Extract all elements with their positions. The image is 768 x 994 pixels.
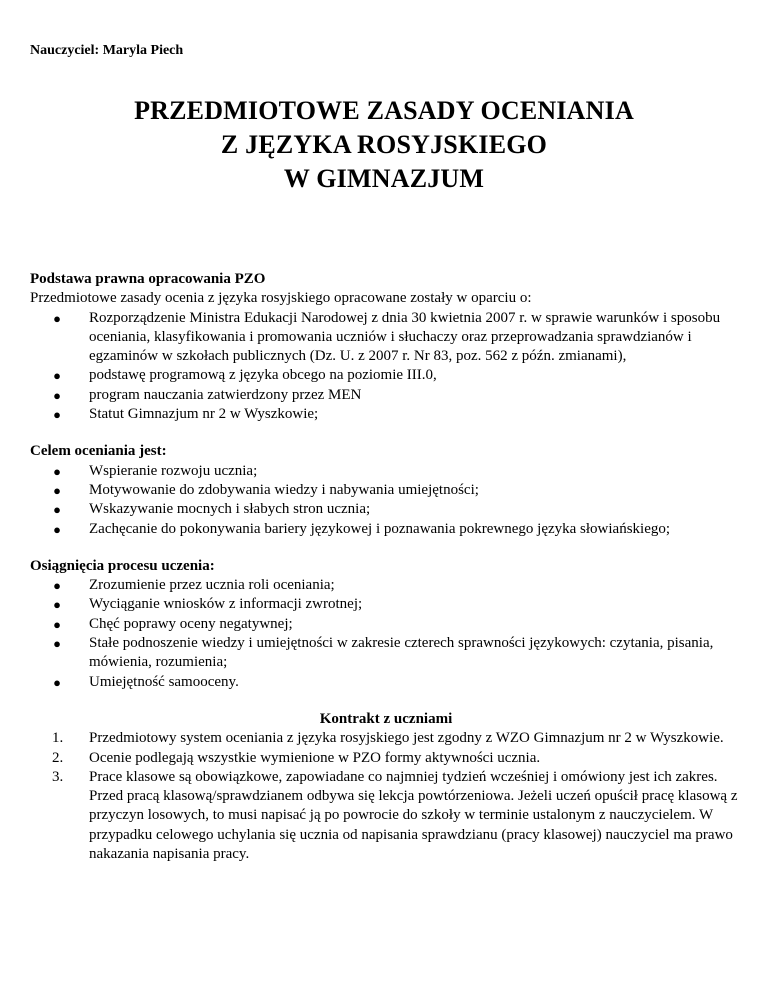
list-item [30,576,742,595]
title-line-2: Z JĘZYKA ROSYJSKIEGO [220,130,548,159]
list-item-text: Wyciąganie wniosków z informacji zwrotnej; [89,596,363,613]
list-item [30,520,742,539]
list-item-text: Prace klasowe są obowiązkowe, zapowiadane co najmniej tydzień wcześniej i omówiony jest ich zakres. Przed pracą klasową/sprawdzianem odbywa się lekcja powtórzeniowa. Jeżeli uczeń opuścił pracę klasową z przyczyn losowych, to musi napisać ją po powrocie do szkoły w terminie ustalonym z nauczycielem. W przypadku celowego uchylania się ucznia od napisania sprawdzianu (pracy klasowej) nauczyciel ma prawo nakazania napisania pracy. [89,768,738,863]
bullet-icon: ● [53,463,61,479]
list-item-text: Umiejętność samooceny. [89,673,239,690]
list-item-text: Przedmiotowy system oceniania z języka rosyjskiego jest zgodny z WZO Gimnazjum nr 2 w Wyszkowie. [89,730,724,747]
contract-section [30,710,742,864]
bullet-icon: ● [53,482,61,498]
contract-list [30,729,742,864]
list-item-text: Zrozumienie przez ucznia roli oceniania; [89,577,335,594]
list-item [30,405,742,424]
list-item-text: Stałe podnoszenie wiedzy i umiejętności w zakresie czterech sprawności językowych: czytania, pisania, mówienia, rozumienia; [89,635,714,671]
list-item [30,462,742,481]
list-item-text: Chęć poprawy oceny negatywnej; [89,615,293,632]
title-line-3: W GIMNAZJUM [283,164,485,193]
list-item [30,366,742,385]
bullet-icon: ● [53,674,61,690]
document-title [0,94,768,196]
list-item-text: Zachęcanie do pokonywania bariery językowej i poznawania pokrewnego języka słowiańskiego; [89,520,671,537]
item-number: 2. [52,749,64,766]
list-item [30,500,742,519]
bullet-icon: ● [53,407,61,423]
list-item-text: Wspieranie rozwoju ucznia; [89,462,258,479]
list-item [30,634,742,673]
list-item [30,309,742,367]
achievements-list [30,576,742,692]
achievements-section [30,557,742,692]
item-number: 3. [52,768,64,785]
list-item-text: Ocenie podlegają wszystkie wymienione w PZO formy aktywności ucznia. [89,749,541,766]
goals-list [30,462,742,539]
list-item [30,749,742,768]
list-item-text: Motywowanie do zdobywania wiedzy i nabywania umiejętności; [89,481,479,498]
legal-basis-list [30,309,742,425]
teacher-name: Nauczyciel: Maryla Piech [30,43,184,58]
bullet-icon: ● [53,521,61,537]
bullet-icon: ● [53,616,61,632]
bullet-icon: ● [53,636,61,652]
list-item-text: Rozporządzenie Ministra Edukacji Narodowej z dnia 30 kwietnia 2007 r. w sprawie warunków i sposobu oceniania, klasyfikowania i promowania uczniów i słuchaczy oraz przeprowadzania sprawdzianów i egzaminów w szkołach publicznych (Dz. U. z 2007 r. Nr 83, poz. 562 z późn. zmianami), [89,309,721,365]
list-item-text: Wskazywanie mocnych i słabych stron ucznia; [89,501,371,518]
document-body [30,270,742,864]
bullet-icon: ● [53,502,61,518]
list-item-text: Statut Gimnazjum nr 2 w Wyszkowie; [89,406,319,423]
list-item-text: program nauczania zatwierdzony przez MEN [89,386,362,403]
list-item [30,595,742,614]
list-item [30,386,742,405]
item-number: 1. [52,730,64,747]
bullet-icon: ● [53,578,61,594]
list-item [30,768,742,864]
bullet-icon: ● [53,597,61,613]
list-item [30,615,742,634]
bullet-icon: ● [53,387,61,403]
list-item [30,481,742,500]
achievements-heading: Osiągnięcia procesu uczenia: [30,557,215,574]
goals-section [30,442,742,538]
list-item [30,729,742,748]
bullet-icon: ● [53,310,61,326]
list-item-text: podstawę programową z języka obcego na poziomie III.0, [89,367,437,384]
list-item [30,673,742,692]
legal-basis-heading: Podstawa prawna opracowania PZO [30,271,266,287]
title-line-1: PRZEDMIOTOWE ZASADY OCENIANIA [134,96,634,125]
goals-heading: Celem oceniania jest: [30,443,167,460]
bullet-icon: ● [53,368,61,384]
contract-heading: Kontrakt z uczniami [319,710,453,727]
legal-basis-intro: Przedmiotowe zasady ocenia z języka rosyjskiego opracowane zostały w oparciu o: [30,290,532,307]
legal-basis-section [30,270,742,424]
